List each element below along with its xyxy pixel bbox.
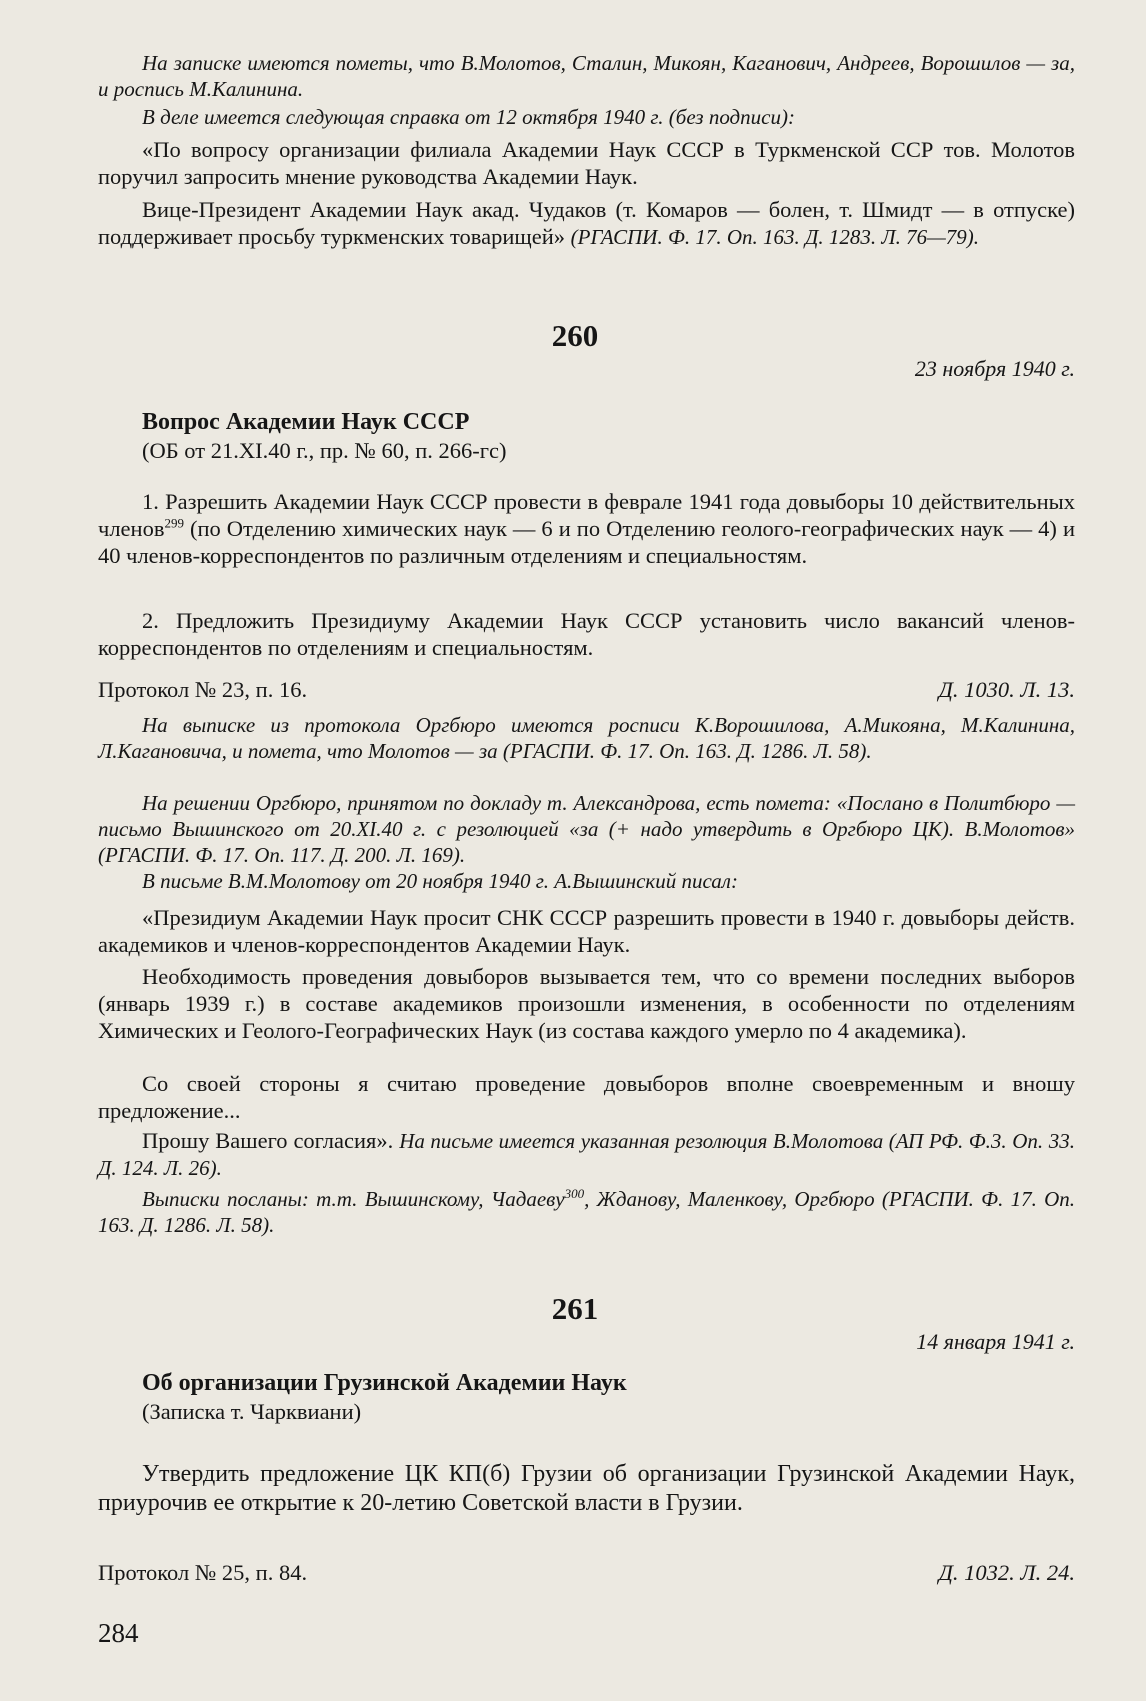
protocol-number: Протокол № 23, п. 16. <box>98 677 308 702</box>
document-subtitle-261: (Записка т. Чарквиани) <box>142 1399 362 1424</box>
letter-paragraph-1: «Президиум Академии Наук просит СНК СССР разрешить провести в 1940 г. довыборы действ. академиков и членов-корреспондентов Академии Наук. <box>98 905 1075 957</box>
resolution-item-1 <box>98 488 1075 569</box>
letter-paragraph-4 <box>98 1127 1075 1181</box>
protocol-line-261 <box>98 1560 1075 1586</box>
document-title-260: Вопрос Академии Наук СССР <box>142 409 470 435</box>
quote-text: Вице-Президент Академии Наук акад. Чудаков (т. Комаров — болен, т. Шмидт — в отпуске) поддерживает просьбу туркменских товарищей» <box>98 197 1075 249</box>
quote-paragraph-2 <box>98 196 1075 250</box>
footnote-300: 300 <box>564 1186 585 1201</box>
document-subtitle-260: (ОБ от 21.XI.40 г., пр. № 60, п. 266-гс) <box>142 438 507 463</box>
page-number: 284 <box>98 1618 139 1648</box>
letter-resolution-ref: На письме имеется указанная резолюция В.Молотова (АП РФ. Ф.3. Оп. 33. Д. 124. Л. 26). <box>98 1129 1075 1180</box>
document-number-260: 260 <box>551 318 599 353</box>
quote-paragraph-1: «По вопросу организации филиала Академии Наук СССР в Туркменской ССР тов. Молотов поручил запросить мнение руководства Академии Наук. <box>98 137 1075 189</box>
document-date-260: 23 ноября 1940 г. <box>914 356 1075 381</box>
quote-archive-ref: (РГАСПИ. Ф. 17. Оп. 163. Д. 1283. Л. 76—79). <box>570 225 980 249</box>
note-orgburo-decision: На решении Оргбюро, принятом по докладу т. Александрова, есть помета: «Послано в Политбюро — письмо Вышинского от 20.XI.40 г. с резолюцией «за (+ надо утвердить в Оргбюро ЦК). В.Молотов» (РГАСПИ. Ф. 17. Оп. 117. Д. 200. Л. 169). <box>98 791 1075 867</box>
resolution-item-2: 2. Предложить Президиуму Академии Наук СССР установить число вакансий членов-корреспондентов по отделениям и специальностям. <box>98 608 1075 660</box>
archive-reference: Д. 1032. Л. 24. <box>938 1560 1075 1585</box>
protocol-line-260 <box>98 677 1075 703</box>
note-marks: На записке имеются пометы, что В.Молотов, Сталин, Микоян, Каганович, Андреев, Ворошилов — за, и роспись М.Калинина. <box>98 51 1075 101</box>
document-date-261: 14 января 1941 г. <box>916 1329 1075 1354</box>
item1-text: 1. Разрешить Академии Наук СССР провести в феврале 1941 года довыборы 10 действительных членов <box>98 489 1075 541</box>
sent-text: Выписки посланы: т.т. Вышинскому, Чадаеву <box>142 1187 565 1211</box>
document-number-261: 261 <box>551 1291 599 1326</box>
letter-paragraph-3: Со своей стороны я считаю проведение довыборов вполне своевременным и вношу предложение... <box>98 1071 1075 1123</box>
protocol-number: Протокол № 25, п. 84. <box>98 1560 308 1585</box>
sent-text-cont: , Жданову, Маленкову, Оргбюро (РГАСПИ. Ф. 17. Оп. 163. Д. 1286. Л. 58). <box>98 1187 1076 1237</box>
item1-text-cont: (по Отделению химических наук — 6 и по Отделению геолого-географических наук — 4) и 40 членов-корреспондентов по различным отделениям и специальностям. <box>98 516 1075 568</box>
note-reference: В деле имеется следующая справка от 12 октября 1940 г. (без подписи): <box>142 105 795 129</box>
footnote-299: 299 <box>164 515 184 531</box>
archive-reference: Д. 1030. Л. 13. <box>938 677 1075 702</box>
decision-text-261: Утвердить предложение ЦК КП(б) Грузии об организации Грузинской Академии Наук, приурочив ее открытие к 20-летию Советской власти в Грузии. <box>98 1461 1075 1516</box>
note-letter-intro: В письме В.М.Молотову от 20 ноября 1940 г. А.Вышинский писал: <box>142 869 738 893</box>
document-title-261: Об организации Грузинской Академии Наук <box>142 1370 627 1396</box>
note-orgburo-extract: На выписке из протокола Оргбюро имеются росписи К.Ворошилова, А.Микояна, М.Калинина, Л.Кагановича, и помета, что Молотов — за (РГАСПИ. Ф. 17. Оп. 163. Д. 1286. Л. 58). <box>98 713 1075 763</box>
letter-closing: Прошу Вашего согласия». <box>142 1128 394 1153</box>
letter-paragraph-2: Необходимость проведения довыборов вызывается тем, что со времени последних выборов (январь 1939 г.) в составе академиков произошли изменения, в особенности по отделениям Химических и Геолого-Географических Наук (из состава каждого умерло по 4 академика). <box>98 964 1075 1043</box>
note-extracts-sent <box>98 1186 1075 1238</box>
